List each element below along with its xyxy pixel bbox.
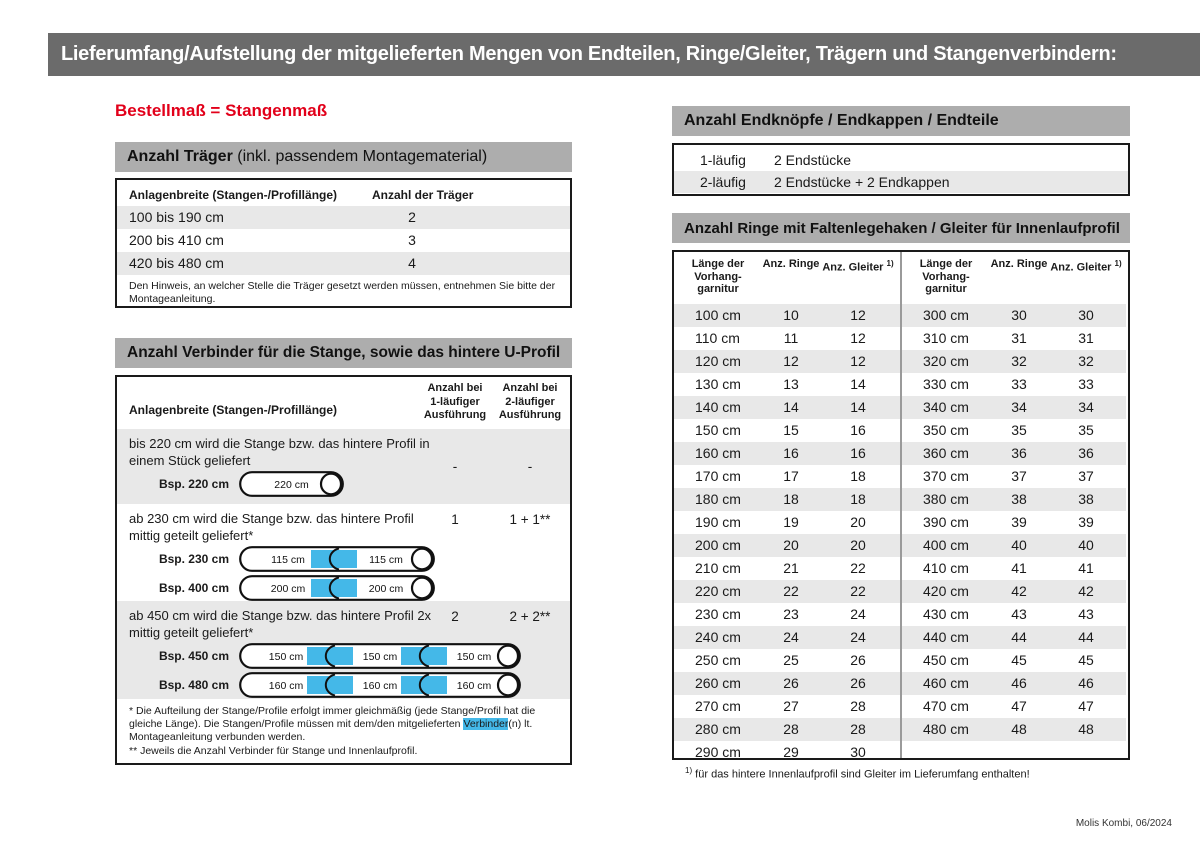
cell-anzahl-ringe: 24 (783, 629, 799, 645)
cell-anzahl-traeger: 2 (408, 209, 416, 225)
svg-text:115 cm: 115 cm (271, 554, 305, 566)
cell-anzahl-ringe: 15 (783, 422, 799, 438)
cell-anzahl-ringe: 33 (1011, 376, 1027, 392)
table-row (674, 488, 900, 511)
cell-anzahl-ringe: 46 (1011, 675, 1027, 691)
table-row (674, 419, 900, 442)
cell-laenge: 440 cm (923, 629, 969, 645)
cell-anzahl-gleiter: 30 (850, 744, 866, 760)
cell-anzahl-ringe: 38 (1011, 491, 1027, 507)
verbinder-highlight: Verbinder (463, 718, 509, 730)
cell-anzahl-ringe: 36 (1011, 445, 1027, 461)
table-row (902, 649, 1126, 672)
cell-anzahl-ringe: 13 (783, 376, 799, 392)
cell-laenge: 290 cm (695, 744, 741, 760)
cell-anzahl-ringe: 41 (1011, 560, 1027, 576)
cell-laenge: 450 cm (923, 652, 969, 668)
cell-anzahl-gleiter: 40 (1078, 537, 1094, 553)
cell-anzahl-gleiter: 44 (1078, 629, 1094, 645)
example-row (129, 642, 570, 670)
cell-anzahl-ringe: 27 (783, 698, 799, 714)
table-row (902, 350, 1126, 373)
table-row (674, 465, 900, 488)
page-title: Lieferumfang/Aufstellung der mitgelieferten Mengen von Endteilen, Ringe/Gleiter, Trägern und Stangenverbindern: (61, 43, 1117, 65)
cell-anzahl-ringe: 29 (783, 744, 799, 760)
row-description: bis 220 cm wird die Stange bzw. das hintere Profil in einem Stück geliefert (129, 436, 430, 468)
document-footer: Molis Kombi, 06/2024 (1075, 818, 1172, 829)
cell-laenge: 260 cm (695, 675, 741, 691)
column-header: Anzahl bei 2-läufiger Ausführung (498, 382, 562, 421)
connector-block (307, 676, 353, 694)
cell-laenge: 200 cm (695, 537, 741, 553)
rod-diagram (239, 575, 435, 601)
table-row (902, 718, 1126, 741)
table-row (117, 601, 570, 699)
cell-anzahl-ringe: 10 (783, 307, 799, 323)
cell-anzahl-traeger: 3 (408, 232, 416, 248)
cell-anzahl-ringe: 18 (783, 491, 799, 507)
cell-laenge: 250 cm (695, 652, 741, 668)
svg-text:160 cm: 160 cm (362, 680, 398, 692)
verbinder-table-header (117, 377, 570, 429)
cell-anzahl-ringe: 31 (1011, 330, 1027, 346)
table-row (902, 442, 1126, 465)
section-header-endteile: Anzahl Endknöpfe / Endkappen / Endteile (672, 106, 1130, 136)
cell-anzahl-gleiter: 14 (850, 376, 866, 392)
cell-laenge: 370 cm (923, 468, 969, 484)
rod-diagram (239, 546, 435, 572)
cell-anzahl-gleiter: 16 (850, 445, 866, 461)
cell-laenge: 100 cm (695, 307, 741, 323)
cell-laenge: 240 cm (695, 629, 741, 645)
example-label: Bsp. 230 cm (158, 552, 229, 566)
table-row (674, 718, 900, 741)
cell-anzahl-gleiter: 22 (850, 560, 866, 576)
table-row (674, 741, 900, 764)
cell-anzahl-ringe: 14 (783, 399, 799, 415)
cell-anzahl-gleiter: 36 (1078, 445, 1094, 461)
traeger-table-header (117, 180, 570, 206)
cell-laenge: 300 cm (923, 307, 969, 323)
column-header: Anzahl bei 1-läufiger Ausführung (423, 382, 487, 421)
table-row (674, 396, 900, 419)
column-header: Anlagenbreite (Stangen-/Profillänge) (129, 188, 338, 202)
example-label: Bsp. 220 cm (158, 477, 229, 491)
ringe-gleiter-table (672, 250, 1130, 760)
row-description: ab 230 cm wird die Stange bzw. das hintere Profil mittig geteilt geliefert* (129, 511, 414, 543)
cell-anzahl-ringe: 39 (1011, 514, 1027, 530)
connector-block (311, 550, 357, 568)
cell-laeufigkeit: 1-läufig (700, 152, 746, 168)
table-row (902, 465, 1126, 488)
cell-laenge: 400 cm (923, 537, 969, 553)
cell-anzahl-ringe: 22 (783, 583, 799, 599)
column-header: Anz. Gleiter $^{1)}$ (1050, 259, 1122, 274)
order-measure-note: Bestellmaß = Stangenmaß (115, 101, 328, 120)
cell-laenge: 160 cm (695, 445, 741, 461)
table-row (674, 304, 900, 327)
cell-anzahl-gleiter: 33 (1078, 376, 1094, 392)
cell-anzahl-ringe: 20 (783, 537, 799, 553)
cell-laenge: 170 cm (695, 468, 741, 484)
cell-anzahl-ringe: 43 (1011, 606, 1027, 622)
cell-anzahl-gleiter: 38 (1078, 491, 1094, 507)
section-title-bold: Anzahl Träger (127, 148, 233, 165)
cell-anzahl-gleiter: 14 (850, 399, 866, 415)
cell-laenge: 460 cm (923, 675, 969, 691)
cell-laenge: 210 cm (695, 560, 741, 576)
cell-laenge: 280 cm (695, 721, 741, 737)
cell-anzahl-ringe: 45 (1011, 652, 1027, 668)
table-row (117, 252, 570, 275)
row-description: ab 450 cm wird die Stange bzw. das hintere Profil 2x mittig geteilt geliefert* (129, 608, 432, 640)
cell-anzahl-ringe: 26 (783, 675, 799, 691)
table-row (674, 580, 900, 603)
cell-laeufigkeit: 2-läufig (700, 174, 746, 190)
cell-laenge: 420 cm (923, 583, 969, 599)
svg-text:220 cm: 220 cm (274, 479, 309, 491)
section-header-verbinder: Anzahl Verbinder für die Stange, sowie das hintere U-Profil (115, 338, 572, 368)
table-row (674, 373, 900, 396)
footnote-asterisk: * Die Aufteilung der Stange/Profile erfolgt immer gleichmäßig (jede Stange/Profil hat die gleiche Länge). Die Stangen/Profile müssen mit dem/den mitgelieferten Verbinder(n) lt. Montageanleitung verbunden werden. (129, 705, 536, 743)
table-row (674, 534, 900, 557)
table-row (674, 171, 1128, 193)
column-header: Anlagenbreite (Stangen-/Profillänge) (129, 403, 338, 417)
cell-anzahl-gleiter: 12 (850, 307, 866, 323)
table-row (674, 695, 900, 718)
cell-anzahl-ringe: 12 (783, 353, 799, 369)
column-header: Anz. Gleiter $^{1)}$ (822, 259, 894, 274)
table-row (902, 695, 1126, 718)
footnote-double-asterisk: ** Jeweils die Anzahl Verbinder für Stange und Innenlaufprofil. (129, 745, 418, 757)
cell-laenge: 180 cm (695, 491, 741, 507)
cell-anzahl-gleiter: 39 (1078, 514, 1094, 530)
table-row (902, 557, 1126, 580)
cell-anlagenbreite: 200 bis 410 cm (129, 232, 224, 248)
table-row (674, 672, 900, 695)
rod-diagram (239, 643, 521, 669)
cell-anzahl-gleiter: 16 (850, 422, 866, 438)
cell-laenge: 470 cm (923, 698, 969, 714)
cell-anzahl-ringe: 48 (1011, 721, 1027, 737)
svg-text:150 cm: 150 cm (456, 651, 492, 663)
cell-laenge: 140 cm (695, 399, 741, 415)
cell-anzahl-gleiter: 48 (1078, 721, 1094, 737)
svg-text:200 cm: 200 cm (368, 583, 404, 595)
table-row (902, 373, 1126, 396)
cell-anzahl-gleiter: 26 (850, 675, 866, 691)
table-row (902, 396, 1126, 419)
cell-anzahl-1-laeufig: 1 (451, 512, 459, 527)
table-row (674, 626, 900, 649)
cell-anzahl-ringe: 35 (1011, 422, 1027, 438)
ringe-table-header (674, 254, 900, 304)
table-row (674, 149, 1128, 171)
column-header: Länge der Vorhang- garnitur (919, 258, 973, 295)
cell-anzahl-gleiter: 46 (1078, 675, 1094, 691)
table-row (902, 511, 1126, 534)
svg-text:150 cm: 150 cm (362, 651, 398, 663)
example-label: Bsp. 450 cm (158, 649, 229, 663)
cell-anzahl-ringe: 32 (1011, 353, 1027, 369)
cell-anzahl-gleiter: 28 (850, 721, 866, 737)
traeger-table (115, 178, 572, 308)
cell-anzahl-gleiter: 31 (1078, 330, 1094, 346)
cell-anzahl-gleiter: 26 (850, 652, 866, 668)
cell-laenge: 230 cm (695, 606, 741, 622)
connector-block (311, 579, 357, 597)
table-row (674, 603, 900, 626)
svg-text:115 cm: 115 cm (369, 554, 403, 566)
cell-anzahl-ringe: 44 (1011, 629, 1027, 645)
table-row (902, 327, 1126, 350)
cell-laenge: 480 cm (923, 721, 969, 737)
table-row (117, 429, 570, 504)
cell-anzahl-gleiter: 12 (850, 330, 866, 346)
cell-anzahl-gleiter: 18 (850, 491, 866, 507)
table-row (902, 603, 1126, 626)
cell-anzahl-ringe: 21 (783, 560, 799, 576)
table-row (902, 419, 1126, 442)
verbinder-table (115, 375, 572, 765)
section-header-ringe: Anzahl Ringe mit Faltenlegehaken / Gleiter für Innenlaufprofil (672, 213, 1130, 243)
cell-anzahl-gleiter: 12 (850, 353, 866, 369)
verbinder-footnotes (117, 699, 570, 758)
example-row (129, 671, 570, 699)
cell-anzahl-gleiter: 37 (1078, 468, 1094, 484)
svg-text:200 cm: 200 cm (270, 583, 306, 595)
cell-anzahl-gleiter: 45 (1078, 652, 1094, 668)
cell-anzahl-gleiter: 24 (850, 606, 866, 622)
table-row (674, 649, 900, 672)
ringe-table-right-half (900, 252, 1126, 758)
cell-anzahl-gleiter: 30 (1078, 307, 1094, 323)
cell-anzahl-gleiter: 42 (1078, 583, 1094, 599)
verbinder-table-body (117, 429, 570, 699)
section-header-traeger (115, 142, 572, 172)
cell-laenge: 310 cm (923, 330, 969, 346)
cell-laenge: 150 cm (695, 422, 741, 438)
cell-laenge: 320 cm (923, 353, 969, 369)
connector-block (401, 676, 447, 694)
cell-anzahl-2-laeufig: - (527, 459, 533, 474)
table-row (117, 229, 570, 252)
cell-anzahl-gleiter: 20 (850, 514, 866, 530)
example-label: Bsp. 480 cm (158, 678, 229, 692)
cell-laenge: 350 cm (923, 422, 969, 438)
table-row (902, 626, 1126, 649)
cell-anzahl-ringe: 16 (783, 445, 799, 461)
cell-anzahl-1-laeufig: - (452, 459, 458, 474)
cell-anzahl-gleiter: 28 (850, 698, 866, 714)
cell-anzahl-ringe: 11 (783, 330, 799, 346)
table-row (902, 580, 1126, 603)
table-row (674, 511, 900, 534)
cell-laenge: 120 cm (695, 353, 741, 369)
rod-diagram (239, 471, 344, 497)
cell-anzahl-gleiter: 41 (1078, 560, 1094, 576)
table-row (674, 557, 900, 580)
cell-anzahl-ringe: 25 (783, 652, 799, 668)
rod-diagram (239, 672, 521, 698)
cell-laenge: 330 cm (923, 376, 969, 392)
cell-laenge: 220 cm (695, 583, 741, 599)
cell-anzahl-ringe: 40 (1011, 537, 1027, 553)
cell-anzahl-gleiter: 43 (1078, 606, 1094, 622)
cell-anlagenbreite: 420 bis 480 cm (129, 255, 224, 271)
cell-anzahl-gleiter: 20 (850, 537, 866, 553)
cell-laenge: 270 cm (695, 698, 741, 714)
column-header: Anz. Ringe (990, 258, 1048, 270)
cell-anzahl-gleiter: 24 (850, 629, 866, 645)
cell-anzahl-ringe: 17 (783, 468, 799, 484)
traeger-table-body (117, 206, 570, 275)
svg-text:160 cm: 160 cm (456, 680, 492, 692)
cell-anzahl-gleiter: 35 (1078, 422, 1094, 438)
cell-anzahl-ringe: 23 (783, 606, 799, 622)
endteile-table (672, 143, 1130, 196)
cell-endteile: 2 Endstücke (774, 152, 852, 168)
cell-laenge: 340 cm (923, 399, 969, 415)
cell-anzahl-ringe: 34 (1011, 399, 1027, 415)
example-row (129, 470, 570, 498)
cell-laenge: 410 cm (923, 560, 969, 576)
example-label: Bsp. 400 cm (158, 581, 229, 595)
cell-anzahl-gleiter: 34 (1078, 399, 1094, 415)
table-row (674, 350, 900, 373)
column-header: Anz. Ringe (762, 258, 820, 270)
cell-endteile: 2 Endstücke + 2 Endkappen (774, 174, 950, 190)
cell-laenge: 390 cm (923, 514, 969, 530)
table-row (674, 327, 900, 350)
table-row (674, 442, 900, 465)
ringe-table-header (902, 254, 1126, 304)
cell-anzahl-1-laeufig: 2 (451, 609, 459, 624)
connector-block (307, 647, 353, 665)
cell-laenge: 190 cm (695, 514, 741, 530)
example-row (129, 574, 570, 602)
cell-anzahl-2-laeufig: 2 + 2** (509, 609, 551, 624)
table-row (902, 672, 1126, 695)
connector-block (401, 647, 447, 665)
cell-anzahl-ringe: 42 (1011, 583, 1027, 599)
cell-anzahl-gleiter: 18 (850, 468, 866, 484)
cell-anzahl-ringe: 28 (783, 721, 799, 737)
page-title-bar (48, 33, 1200, 76)
ringe-footnote: $^{1)}$ für das hintere Innenlaufprofil sind Gleiter im Lieferumfang enthalten! (685, 766, 1030, 781)
example-row (129, 545, 570, 573)
section-title-rest: (inkl. passendem Montagematerial) (232, 148, 488, 165)
cell-laenge: 360 cm (923, 445, 969, 461)
table-row (902, 304, 1126, 327)
cell-anzahl-gleiter: 32 (1078, 353, 1094, 369)
cell-anzahl-ringe: 30 (1011, 307, 1027, 323)
ringe-table-left-half (674, 252, 900, 758)
cell-anzahl-traeger: 4 (408, 255, 416, 271)
cell-laenge: 130 cm (695, 376, 741, 392)
cell-anzahl-ringe: 37 (1011, 468, 1027, 484)
cell-anzahl-ringe: 47 (1011, 698, 1027, 714)
cell-anzahl-ringe: 19 (783, 514, 799, 530)
column-header: Anzahl der Träger (372, 188, 474, 202)
cell-anzahl-2-laeufig: 1 + 1** (509, 512, 551, 527)
column-header: Länge der Vorhang- garnitur (691, 258, 745, 295)
cell-anlagenbreite: 100 bis 190 cm (129, 209, 224, 225)
table-row (902, 534, 1126, 557)
cell-laenge: 110 cm (695, 330, 740, 346)
table-row (117, 504, 570, 601)
traeger-note: Den Hinweis, an welcher Stelle die Träger gesetzt werden müssen, entnehmen Sie bitte der Montageanleitung. (129, 280, 556, 305)
cell-anzahl-gleiter: 22 (850, 583, 866, 599)
cell-laenge: 430 cm (923, 606, 969, 622)
cell-anzahl-gleiter: 47 (1078, 698, 1094, 714)
cell-laenge: 380 cm (923, 491, 969, 507)
table-row (117, 206, 570, 229)
svg-text:160 cm: 160 cm (268, 680, 304, 692)
table-row (902, 488, 1126, 511)
svg-text:150 cm: 150 cm (268, 651, 304, 663)
